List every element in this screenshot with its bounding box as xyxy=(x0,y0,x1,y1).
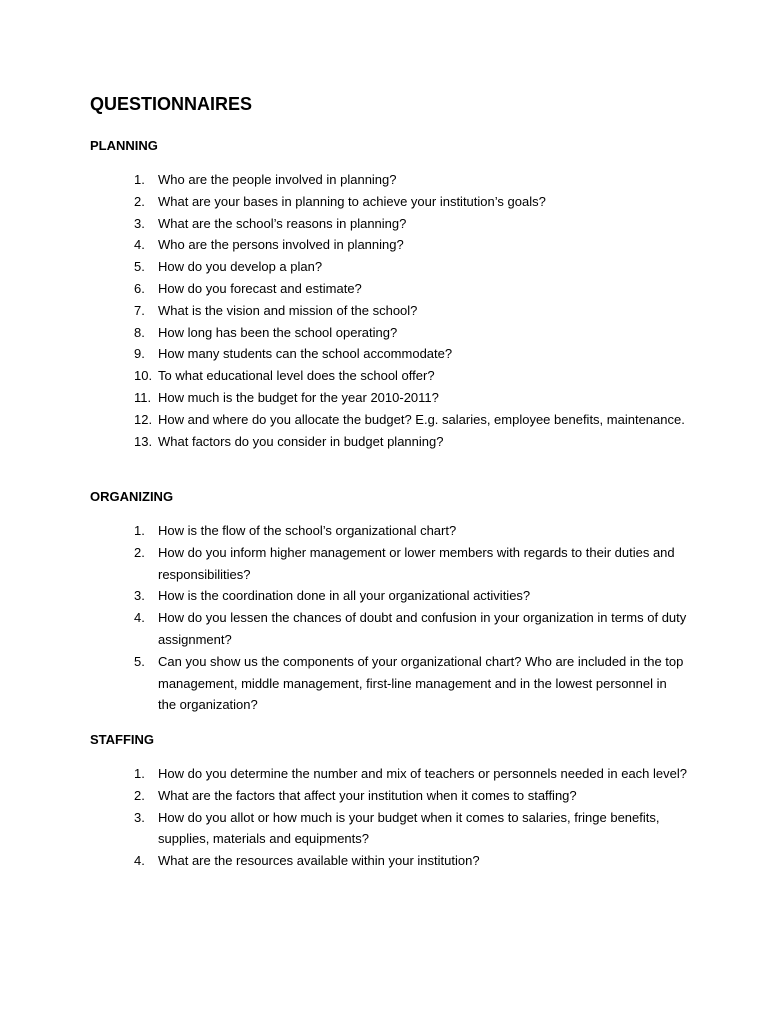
list-item xyxy=(0,850,768,872)
question-text: Can you show us the components of your organizational chart? Who are included in the top management, middle management, first-line management and in the lowest personnel in the organization? xyxy=(158,653,684,713)
question-number: 1. xyxy=(134,523,145,538)
question-number: 10. xyxy=(134,368,153,384)
question-text: What are the school’s reasons in planning? xyxy=(158,215,407,231)
section-heading-staffing: STAFFING xyxy=(90,732,155,747)
list-item xyxy=(0,607,768,651)
question-text: How long has been the school operating? xyxy=(158,324,398,340)
organizing-question-list xyxy=(0,520,768,716)
question-text: How do you determine the number and mix of teachers or personnels needed in each level? xyxy=(158,766,687,781)
question-text: What is the vision and mission of the school? xyxy=(158,302,418,318)
question-text: How is the flow of the school’s organizational chart? xyxy=(158,523,457,538)
list-item xyxy=(0,409,768,431)
question-text: What are your bases in planning to achieve your institution’s goals? xyxy=(158,193,546,209)
question-text: How much is the budget for the year 2010-2011? xyxy=(158,389,439,405)
list-item xyxy=(0,278,768,300)
planning-question-list xyxy=(0,169,768,452)
list-item xyxy=(0,234,768,256)
question-number: 4. xyxy=(134,853,145,869)
question-text: How do you forecast and estimate? xyxy=(158,280,362,296)
list-item xyxy=(0,169,768,191)
list-item xyxy=(0,763,768,785)
question-text: How is the coordination done in all your organizational activities? xyxy=(158,588,531,604)
list-item xyxy=(0,807,768,851)
question-number: 5. xyxy=(134,653,145,669)
question-text: How and where do you allocate the budget? E.g. salaries, employee benefits, maintenance. xyxy=(158,411,685,427)
list-item xyxy=(0,343,768,365)
list-item xyxy=(0,387,768,409)
list-item xyxy=(0,542,768,586)
question-number: 7. xyxy=(134,302,145,318)
question-number: 2. xyxy=(134,193,145,209)
question-text: Who are the people involved in planning? xyxy=(158,172,397,187)
question-text: How do you lessen the chances of doubt and confusion in your organization in terms of duty assignment? xyxy=(158,610,687,647)
question-text: What factors do you consider in budget planning? xyxy=(158,433,444,449)
question-number: 3. xyxy=(134,215,145,231)
list-item xyxy=(0,585,768,607)
question-number: 12. xyxy=(134,411,153,427)
question-text: What are the resources available within your institution? xyxy=(158,853,480,869)
list-item xyxy=(0,365,768,387)
list-item xyxy=(0,431,768,453)
list-item xyxy=(0,256,768,278)
list-item xyxy=(0,520,768,542)
list-item xyxy=(0,300,768,322)
question-number: 9. xyxy=(134,346,145,362)
staffing-question-list xyxy=(0,763,768,872)
question-text: What are the factors that affect your institution when it comes to staffing? xyxy=(158,787,577,803)
question-text: How do you develop a plan? xyxy=(158,259,323,275)
question-number: 1. xyxy=(134,172,145,187)
question-number: 4. xyxy=(134,237,145,253)
list-item xyxy=(0,191,768,213)
section-heading-planning: PLANNING xyxy=(90,138,158,153)
section-heading-organizing: ORGANIZING xyxy=(90,489,174,504)
question-number: 2. xyxy=(134,544,145,560)
question-number: 11. xyxy=(134,389,152,405)
question-number: 3. xyxy=(134,809,145,825)
question-number: 4. xyxy=(134,610,145,626)
question-text: How many students can the school accommodate? xyxy=(158,346,453,362)
question-text: How do you allot or how much is your budget when it comes to salaries, fringe benefits, supplies, materials and equipments? xyxy=(158,809,660,847)
question-text: How do you inform higher management or lower members with regards to their duties and responsibilities? xyxy=(158,544,675,582)
question-number: 2. xyxy=(134,787,145,803)
list-item xyxy=(0,322,768,344)
question-number: 3. xyxy=(134,588,145,604)
list-item xyxy=(0,785,768,807)
question-number: 1. xyxy=(134,766,145,781)
page-title: QUESTIONNAIRES xyxy=(90,94,253,114)
list-item xyxy=(0,651,768,716)
question-text: To what educational level does the school offer? xyxy=(158,368,435,384)
question-number: 13. xyxy=(134,433,153,449)
question-number: 6. xyxy=(134,280,145,296)
question-number: 5. xyxy=(134,259,145,275)
question-number: 8. xyxy=(134,324,145,340)
question-text: Who are the persons involved in planning? xyxy=(158,237,404,253)
list-item xyxy=(0,213,768,235)
